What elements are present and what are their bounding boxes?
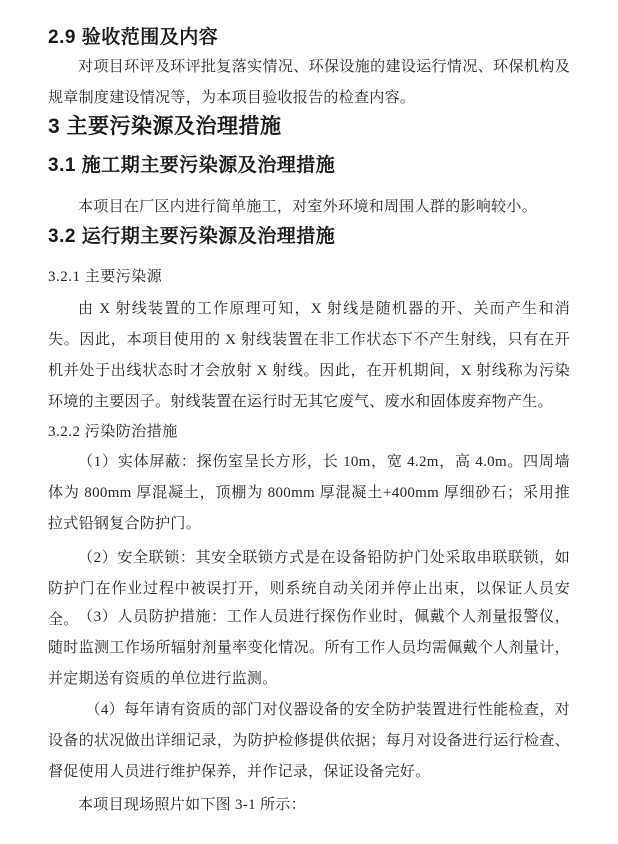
paragraph-construction-impact: 本项目在厂区内进行简单施工，对室外环境和周围人群的影响较小。	[78, 199, 538, 215]
heading-section-2-9: 2.9 验收范围及内容	[48, 27, 219, 48]
paragraph-site-photo-note: 本项目现场照片如下图 3-1 所示：	[78, 797, 306, 813]
paragraph-measure-4-inspection: （4）每年请有资质的部门对仪器设备的安全防护装置进行性能检查，对设备的状况做出详细记录，为防护检修提供依据；每月对设备进行运行检查、督促使用人员进行维护保养，并作记录，保证设备完好。	[48, 702, 570, 780]
heading-section-3-1: 3.1 施工期主要污染源及治理措施	[48, 155, 336, 176]
heading-subsection-3-2-2: 3.2.2 污染防治措施	[48, 424, 178, 440]
heading-subsection-3-2-1: 3.2.1 主要污染源	[48, 269, 163, 285]
paragraph-acceptance-scope: 对项目环评及环评批复落实情况、环保设施的建设运行情况、环保机构及规章制度建设情况等，为本项目验收报告的检查内容。	[48, 59, 570, 106]
paragraph-measure-3-personnel: （3）人员防护措施：工作人员进行探伤作业时，佩戴个人剂量报警仪，随时监测工作场所辐射剂量率变化情况。所有工作人员均需佩戴个人剂量计，并定期送有资质的单位进行监测。	[48, 609, 570, 687]
heading-chapter-3: 3 主要污染源及治理措施	[48, 115, 282, 138]
heading-section-3-2: 3.2 运行期主要污染源及治理措施	[48, 226, 336, 247]
paragraph-measure-1-shielding: （1）实体屏蔽：探伤室呈长方形，长 10m，宽 4.2m，高 4.0m。四周墙体为 800mm 厚混凝土，顶棚为 800mm 厚混凝土+400mm 厚细砂石；采用推拉式铅钢复合防护门。	[48, 454, 570, 532]
paragraph-pollution-source: 由 X 射线装置的工作原理可知，X 射线是随机器的开、关而产生和消失。因此，本项目使用的 X 射线装置在非工作状态下不产生射线，只有在开机并处于出线状态时才会放射 X 射线。因此，在开机期间，X 射线称为污染环境的主要因子。射线装置在运行时无其它废气、废水和固体废弃物产生。	[48, 301, 570, 410]
paragraph-measure-2-interlock: （2）安全联锁：其安全联锁方式是在设备铅防护门处采取串联联锁，如防护门在作业过程中被误打开，则系统自动关闭并停止出束，以保证人员安全。	[48, 550, 570, 628]
